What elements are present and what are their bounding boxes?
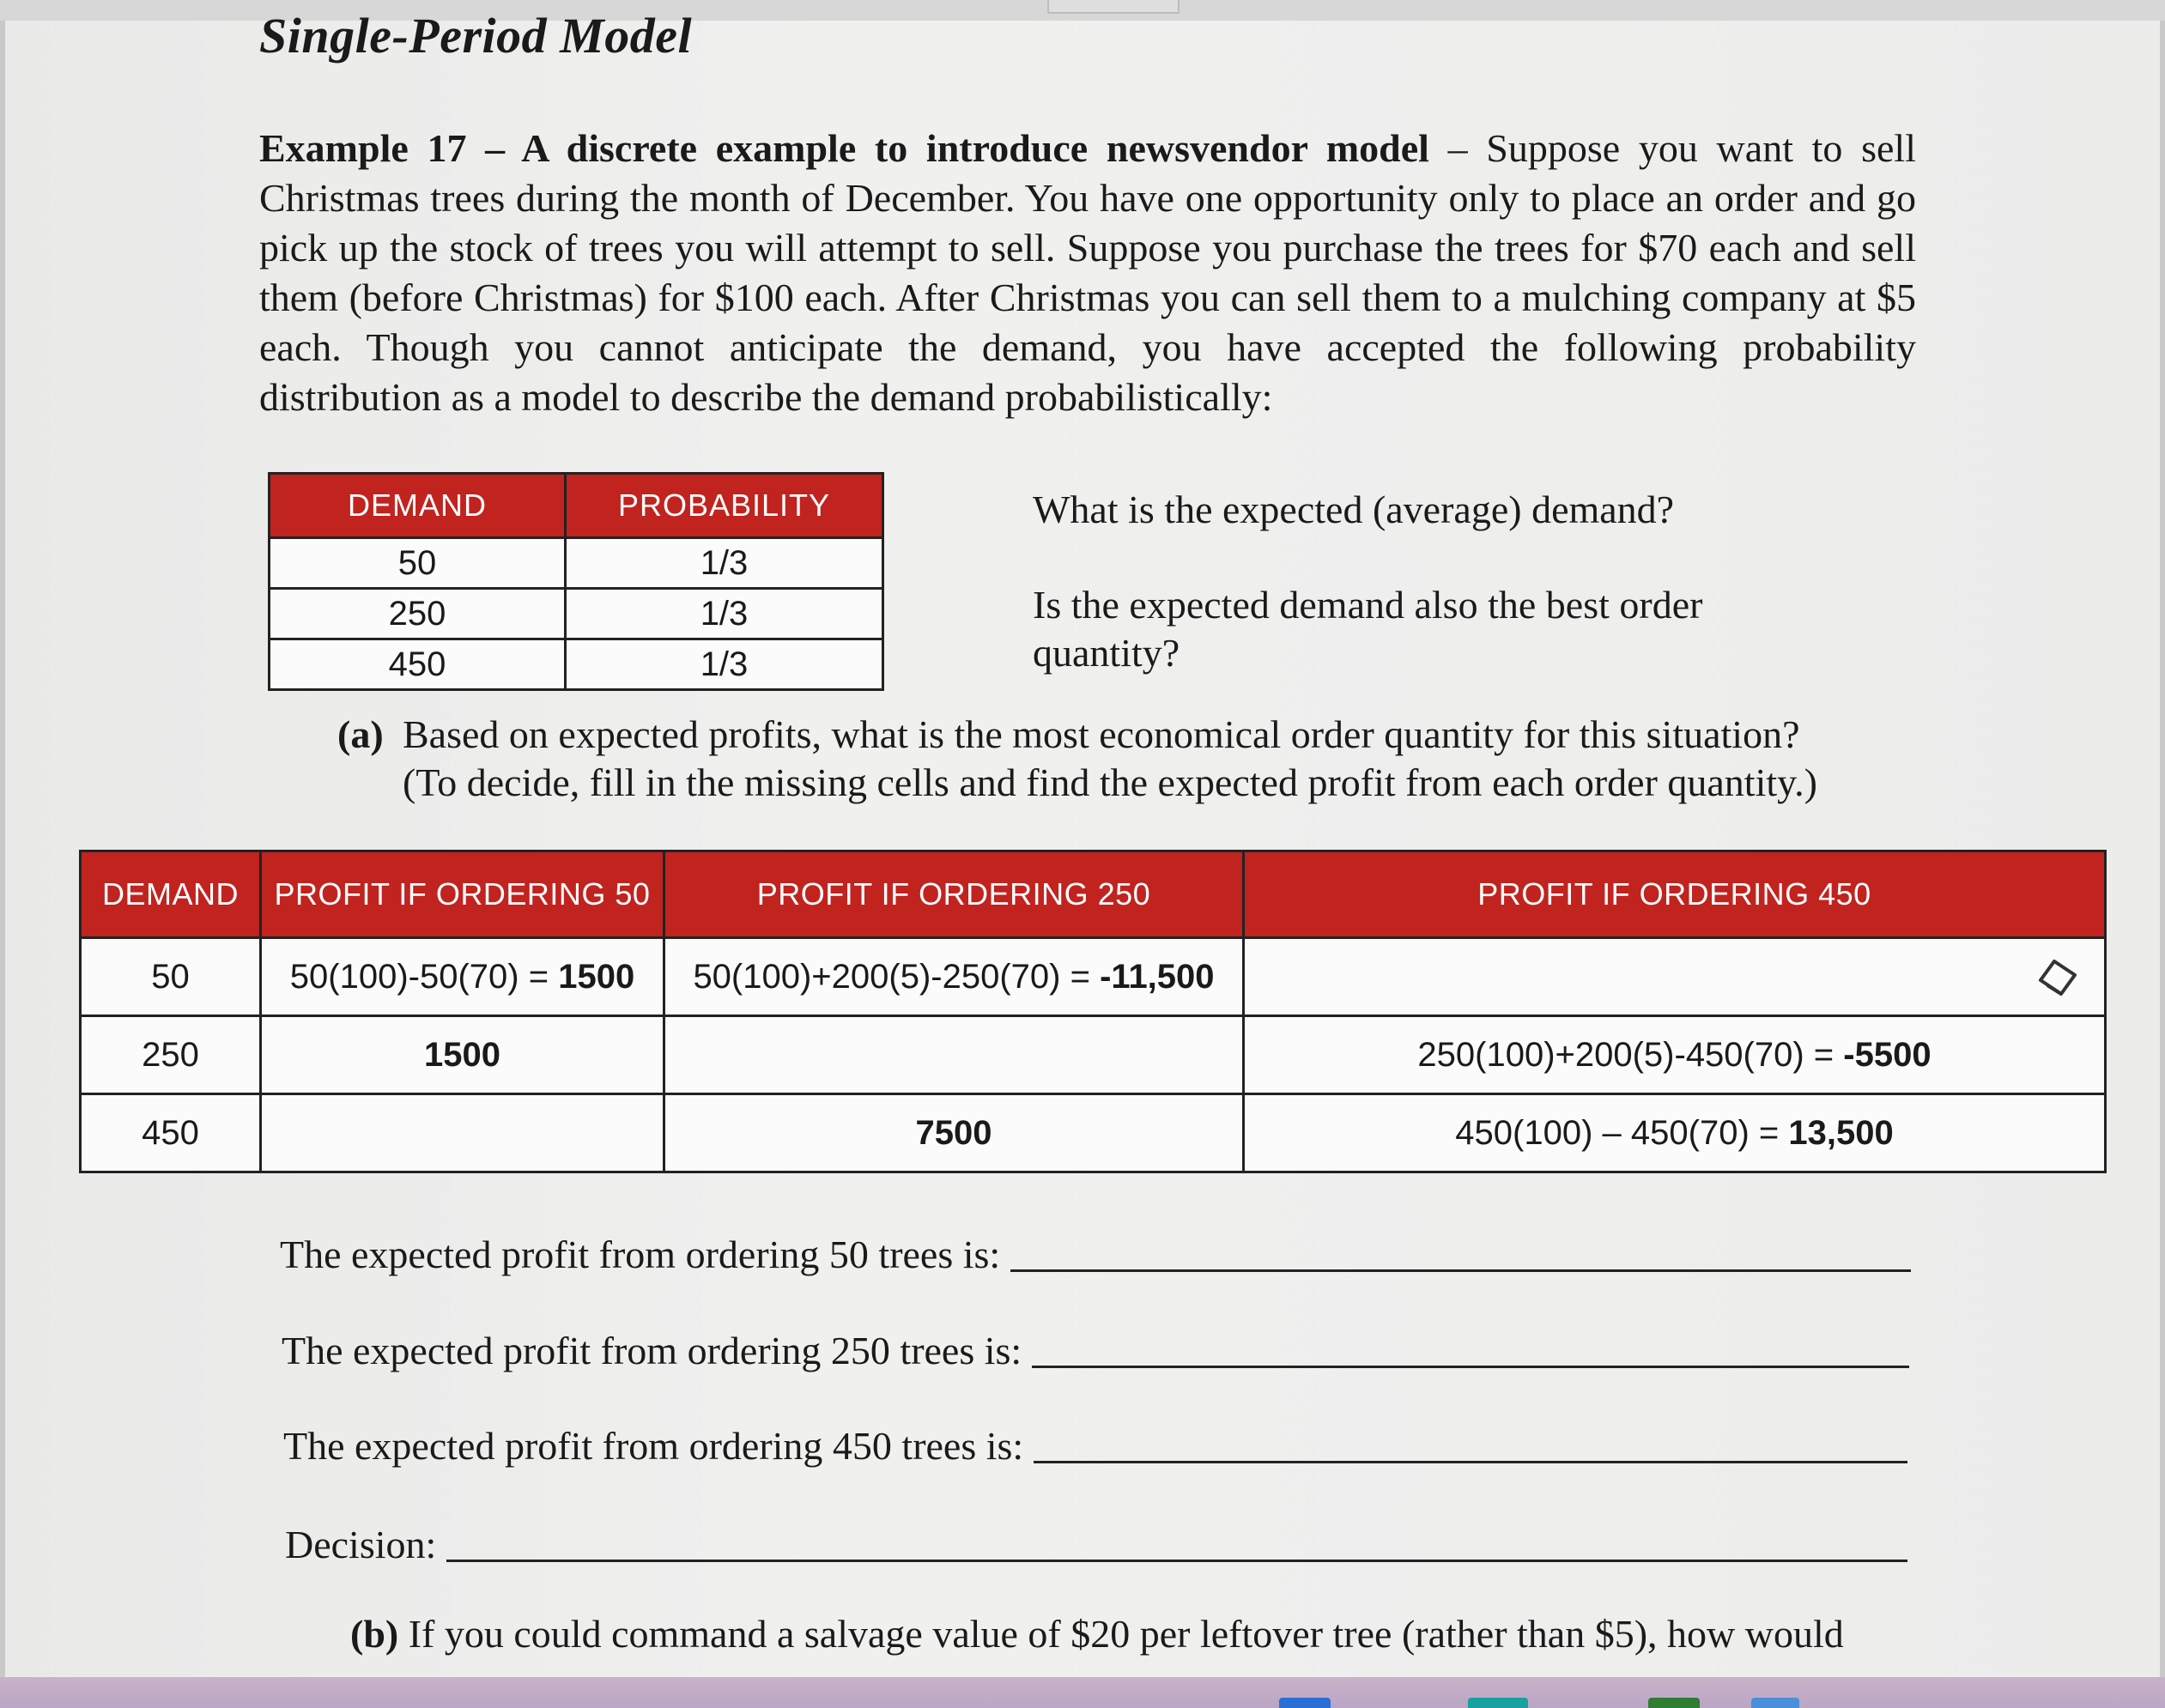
profit-value: -5500 (1843, 1035, 1932, 1074)
profit-table-header (81, 851, 2106, 938)
profit-250-cell (664, 938, 1244, 1016)
probability-table-header (270, 474, 883, 538)
header-profit-250: PROFIT IF ORDERING 250 (664, 851, 1244, 938)
profit-formula: 50(100)+200(5)-250(70) = (693, 957, 1101, 996)
answer-line-50 (280, 1231, 1911, 1279)
demand-cell: 450 (81, 1094, 261, 1172)
demand-cell: 250 (81, 1016, 261, 1094)
profit-50-cell (261, 1094, 664, 1172)
table-row (81, 1094, 2106, 1172)
profit-value: -11,500 (1100, 957, 1215, 996)
table-row (270, 538, 883, 589)
probability-cell: 1/3 (566, 639, 883, 690)
part-b-label: (b) (350, 1612, 399, 1656)
taskbar-app-icon[interactable] (1279, 1698, 1331, 1708)
answer-blank[interactable] (1032, 1366, 1909, 1368)
taskbar-app-icon[interactable] (1751, 1698, 1799, 1708)
profit-250-cell (664, 1094, 1244, 1172)
answer-label: The expected profit from ordering 250 trees is: (282, 1329, 1022, 1372)
answer-line-450 (283, 1422, 1907, 1470)
taskbar (0, 1677, 2165, 1708)
profit-value: 1500 (424, 1035, 500, 1074)
profit-value: 7500 (915, 1113, 992, 1152)
taskbar-app-icon[interactable] (1648, 1698, 1700, 1708)
profit-value: 13,500 (1788, 1113, 1894, 1152)
decision-label: Decision: (285, 1523, 437, 1566)
camera-notch (1047, 0, 1180, 14)
demand-cell: 50 (81, 938, 261, 1016)
eraser-icon[interactable] (2035, 956, 2083, 999)
probability-cell: 1/3 (566, 538, 883, 589)
table-row (81, 1016, 2106, 1094)
example-intro (259, 124, 1916, 422)
question-expected-demand: What is the expected (average) demand? (1033, 488, 1675, 531)
profit-formula: 50(100)-50(70) = (289, 957, 559, 996)
probability-table (268, 472, 884, 691)
part-a-line1: Based on expected profits, what is the most economical order quantity for this situation? (403, 712, 1800, 756)
profit-table (79, 850, 2107, 1173)
profit-450-cell (1244, 1094, 2106, 1172)
table-row (81, 938, 2106, 1016)
page-title: Single-Period Model (259, 8, 693, 64)
answer-label: The expected profit from ordering 450 trees is: (283, 1424, 1024, 1468)
demand-cell: 50 (270, 538, 566, 589)
taskbar-app-icon[interactable] (1468, 1698, 1528, 1708)
probability-cell: 1/3 (566, 589, 883, 639)
part-a-label: (a) (337, 712, 384, 756)
part-a-line2: (To decide, fill in the missing cells and find the expected profit from each order quantity.) (403, 760, 1817, 804)
part-b (350, 1610, 1844, 1658)
profit-formula: 250(100)+200(5)-450(70) = (1417, 1035, 1844, 1074)
demand-cell: 450 (270, 639, 566, 690)
decision-line (285, 1521, 1907, 1569)
profit-value: 1500 (558, 957, 635, 996)
example-body: – Suppose you want to sell Christmas trees during the month of December. You have one opportunity only to place an order and go pick up the stock of trees you will attempt to sell. Suppose you purchase the trees for $70 each and sell them (before Christmas) for $100 each. After Christmas you can sell them to a mulching company at $5 each. Though you cannot anticipate the demand, you have accepted the following probability distribution as a model to describe the demand probabilistically: (259, 126, 1916, 419)
header-probability: PROBABILITY (566, 474, 883, 538)
demand-cell: 250 (270, 589, 566, 639)
decision-blank[interactable] (446, 1560, 1907, 1562)
example-heading: Example 17 – A discrete example to introduce newsvendor model (259, 126, 1429, 170)
profit-450-cell (1244, 1016, 2106, 1094)
table-row (270, 639, 883, 690)
header-demand: DEMAND (270, 474, 566, 538)
answer-label: The expected profit from ordering 50 trees is: (280, 1233, 1001, 1276)
header-demand: DEMAND (81, 851, 261, 938)
profit-50-cell (261, 938, 664, 1016)
answer-line-250 (282, 1327, 1909, 1375)
answer-blank[interactable] (1010, 1269, 1911, 1272)
question-best-order: Is the expected demand also the best order quantity? (1033, 583, 1703, 675)
profit-450-cell (1244, 938, 2106, 1016)
answer-blank[interactable] (1034, 1461, 1907, 1463)
profit-50-cell (261, 1016, 664, 1094)
part-b-text: If you could command a salvage value of $20 per leftover tree (rather than $5), how would (408, 1612, 1844, 1656)
profit-250-cell (664, 1016, 1244, 1094)
profit-formula: 450(100) – 450(70) = (1455, 1113, 1789, 1152)
header-profit-450: PROFIT IF ORDERING 450 (1244, 851, 2106, 938)
part-a (337, 711, 1917, 807)
header-profit-50: PROFIT IF ORDERING 50 (261, 851, 664, 938)
table-row (270, 589, 883, 639)
